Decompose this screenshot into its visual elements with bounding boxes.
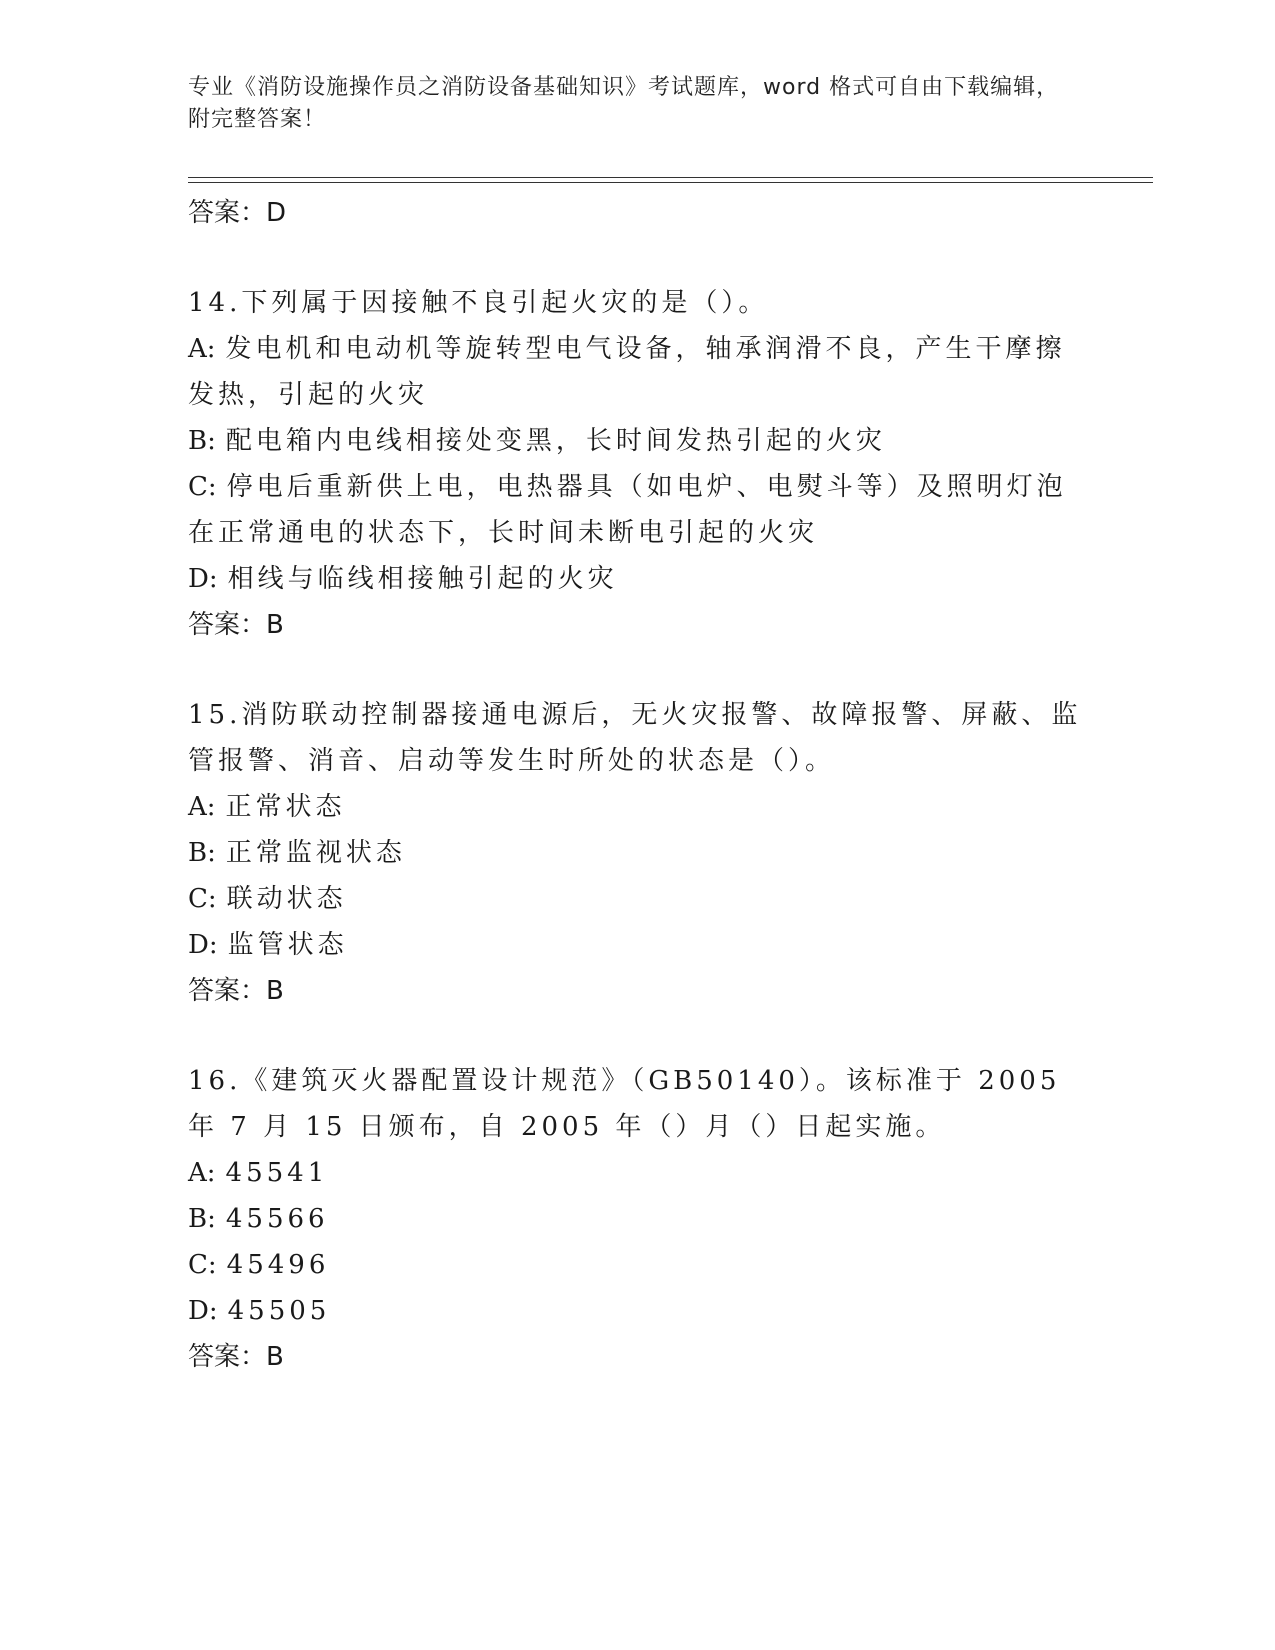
option-letter: A: [188,334,216,364]
option-c [188,464,1088,556]
option-d [188,922,1088,968]
option-b [188,1196,1088,1242]
option-letter: D: [188,930,218,960]
option-letter: B: [188,1204,216,1234]
document-header: 专业《消防设施操作员之消防设备基础知识》考试题库，word 格式可自由下载编辑，附完整答案！ [188,75,1060,132]
header-rule-bottom [188,182,1153,183]
option-c [188,876,1088,922]
question-answer: 答案：B [188,1342,284,1372]
option-text: 正常监视状态 [225,838,406,868]
option-text: 发电机和电动机等旋转型电气设备，轴承润滑不良，产生干摩擦发热，引起的火灾 [188,334,1066,410]
option-text: 配电箱内电线相接处变黑，长时间发热引起的火灾 [225,426,886,456]
question-15 [188,692,1088,1014]
option-c [188,1242,1088,1288]
option-letter: C: [188,472,217,502]
option-d [188,1288,1088,1334]
option-text: 相线与临线相接触引起的火灾 [227,564,618,594]
question-answer: 答案：B [188,610,284,640]
option-text: 停电后重新供上电，电热器具（如电炉、电熨斗等）及照明灯泡在正常通电的状态下，长时间未断电引起的火灾 [188,472,1067,548]
option-letter: B: [188,838,216,868]
question-stem: 16.《建筑灭火器配置设计规范》（GB50140）。该标准于 2005 年 7 月 15 日颁布，自 2005 年（）月（）日起实施。 [188,1066,1061,1142]
option-text: 正常状态 [225,792,346,822]
option-a [188,326,1088,418]
question-list [188,190,1088,1380]
previous-answer: 答案：D [188,198,287,228]
option-a [188,1150,1088,1196]
option-letter: B: [188,426,216,456]
question-answer: 答案：B [188,976,284,1006]
option-letter: D: [188,564,218,594]
header-rule-top [188,177,1153,178]
option-b [188,418,1088,464]
question-14 [188,280,1088,648]
option-letter: A: [188,792,216,822]
option-letter: D: [188,1296,218,1326]
option-b [188,830,1088,876]
option-letter: C: [188,884,217,914]
question-stem: 14.下列属于因接触不良引起火灾的是（）。 [188,288,769,318]
option-d [188,556,1088,602]
option-text: 监管状态 [227,930,348,960]
option-text: 45496 [226,1250,330,1280]
option-letter: C: [188,1250,217,1280]
option-a [188,784,1088,830]
question-16 [188,1058,1088,1380]
question-stem: 15.消防联动控制器接通电源后，无火灾报警、故障报警、屏蔽、监管报警、消音、启动等发生时所处的状态是（）。 [188,700,1082,776]
option-text: 45505 [227,1296,331,1326]
option-letter: A: [188,1158,216,1188]
option-text: 45541 [225,1158,329,1188]
option-text: 联动状态 [226,884,347,914]
option-text: 45566 [225,1204,329,1234]
